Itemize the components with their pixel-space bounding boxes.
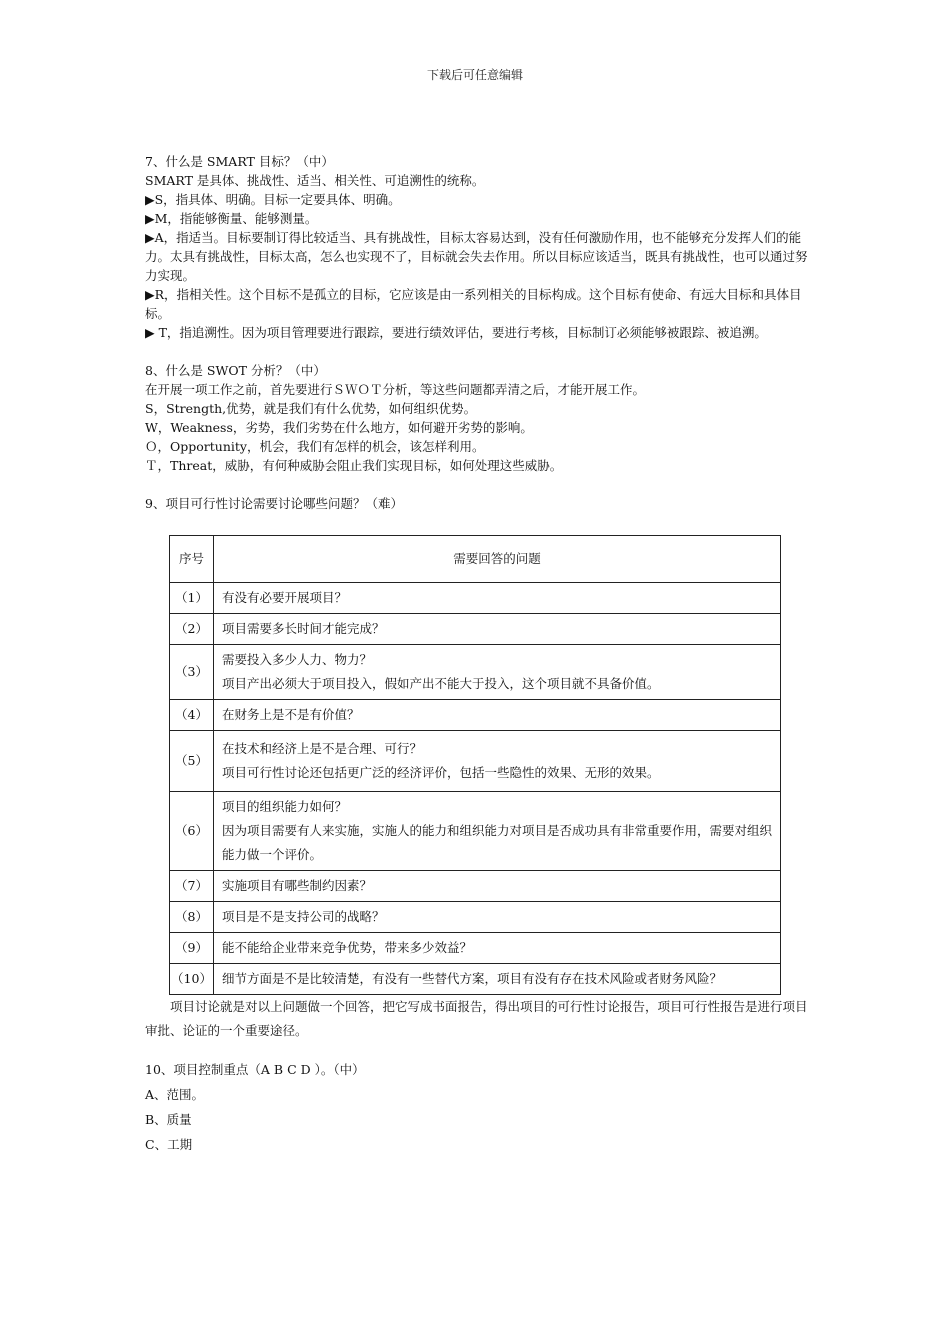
row-num: （4） — [170, 700, 214, 731]
page-header: 下载后可任意编辑 — [426, 68, 523, 82]
table-row — [170, 964, 781, 995]
row-num: （8） — [170, 902, 214, 933]
q7-line: ▶R，指相关性。这个目标不是孤立的目标，它应该是由一系列相关的目标构成。这个目标有使命、有远大目标和具体目标。 — [145, 287, 802, 321]
row-line: 因为项目需要有人来实施，实施人的能力和组织能力对项目是否成功具有非常重要作用，需要对组织能力做一个评价。 — [222, 823, 773, 862]
question-7 — [145, 152, 817, 342]
question-8 — [145, 361, 817, 475]
row-num: （7） — [170, 871, 214, 902]
row-line: 有没有必要开展项目？ — [222, 590, 348, 605]
question-9 — [145, 494, 817, 1043]
table-row — [170, 614, 781, 645]
row-line: 项目是不是支持公司的战略？ — [222, 909, 385, 924]
row-line: 项目可行性讨论还包括更广泛的经济评价，包括一些隐性的效果、无形的效果。 — [222, 765, 660, 780]
row-num: （2） — [170, 614, 214, 645]
row-text — [214, 700, 781, 731]
table-header-num: 序号 — [170, 536, 214, 583]
q7-line: ▶A，指适当。目标要制订得比较适当、具有挑战性，目标太容易达到，没有任何激励作用，也不能够充分发挥人们的能力。太具有挑战性，目标太高，怎么也实现不了，目标就会失去作用。所以目标应该适当，既具有挑战性，也可以通过努力实现。 — [145, 230, 808, 283]
row-line: 实施项目有哪些制约因素？ — [222, 878, 373, 893]
row-num: （9） — [170, 933, 214, 964]
question-10 — [145, 1057, 817, 1157]
q7-line: ▶ T，指追溯性。因为项目管理要进行跟踪，要进行绩效评估，要进行考核，目标制订必须能够被跟踪、被追溯。 — [145, 325, 767, 340]
option-item: C、工期 — [145, 1137, 193, 1152]
row-line: 在技术和经济上是不是合理、可行？ — [222, 741, 423, 756]
question-9-title: 9、项目可行性讨论需要讨论哪些问题？（难） — [145, 496, 403, 511]
table-row — [170, 933, 781, 964]
row-line: 细节方面是不是比较清楚，有没有一些替代方案，项目有没有存在技术风险或者财务风险？ — [222, 971, 723, 986]
row-line: 需要投入多少人力、物力？ — [222, 652, 373, 667]
table-row — [170, 700, 781, 731]
question-8-title: 8、什么是 SWOT 分析？（中） — [145, 363, 326, 378]
row-num: （3） — [170, 645, 214, 700]
option-item: B、质量 — [145, 1112, 192, 1127]
row-text — [214, 871, 781, 902]
row-line: 能不能给企业带来竞争优势，带来多少效益？ — [222, 940, 473, 955]
q9-conclusion: 项目讨论就是对以上问题做一个回答，把它写成书面报告，得出项目的可行性讨论报告，项目可行性报告是进行项目审批、论证的一个重要途径。 — [145, 999, 808, 1038]
table-header-row — [170, 536, 781, 583]
row-num: （5） — [170, 731, 214, 792]
document-body — [145, 152, 817, 1157]
table-row — [170, 902, 781, 933]
q8-line: W，Weakness，劣势，我们劣势在什么地方，如何避开劣势的影响。 — [145, 420, 533, 435]
row-text — [214, 933, 781, 964]
q8-line: S，Strength,优势，就是我们有什么优势，如何组织优势。 — [145, 401, 477, 416]
q8-line: Ｔ，Threat，威胁，有何种威胁会阻止我们实现目标，如何处理这些威胁。 — [145, 458, 563, 473]
table-row — [170, 731, 781, 792]
q7-line: SMART 是具体、挑战性、适当、相关性、可追溯性的统称。 — [145, 173, 485, 188]
table-header-question: 需要回答的问题 — [214, 536, 781, 583]
q8-line: Ｏ，Opportunity，机会，我们有怎样的机会，该怎样利用。 — [145, 439, 485, 454]
question-10-title: 10、项目控制重点（A B C D ）。（中） — [145, 1062, 365, 1077]
row-text — [214, 645, 781, 700]
row-text — [214, 731, 781, 792]
q8-line: 在开展一项工作之前，首先要进行ＳＷＯＴ分析，等这些问题都弄清之后，才能开展工作。 — [145, 382, 646, 397]
option-item: A、范围。 — [145, 1087, 205, 1102]
row-line: 项目产出必须大于项目投入，假如产出不能大于投入，这个项目就不具备价值。 — [222, 676, 660, 691]
q7-line: ▶M，指能够衡量、能够测量。 — [145, 211, 318, 226]
row-num: （1） — [170, 583, 214, 614]
row-text — [214, 792, 781, 871]
table-row — [170, 792, 781, 871]
row-line: 在财务上是不是有价值？ — [222, 707, 360, 722]
row-num: （6） — [170, 792, 214, 871]
row-line: 项目需要多长时间才能完成？ — [222, 621, 385, 636]
feasibility-table — [169, 535, 781, 995]
row-num: （10） — [170, 964, 214, 995]
row-text — [214, 614, 781, 645]
q7-line: ▶S，指具体、明确。目标一定要具体、明确。 — [145, 192, 401, 207]
row-text — [214, 583, 781, 614]
row-line: 项目的组织能力如何？ — [222, 799, 348, 814]
question-7-title: 7、什么是 SMART 目标？（中） — [145, 154, 334, 169]
table-row — [170, 871, 781, 902]
table-row — [170, 645, 781, 700]
table-row — [170, 583, 781, 614]
row-text — [214, 902, 781, 933]
row-text — [214, 964, 781, 995]
